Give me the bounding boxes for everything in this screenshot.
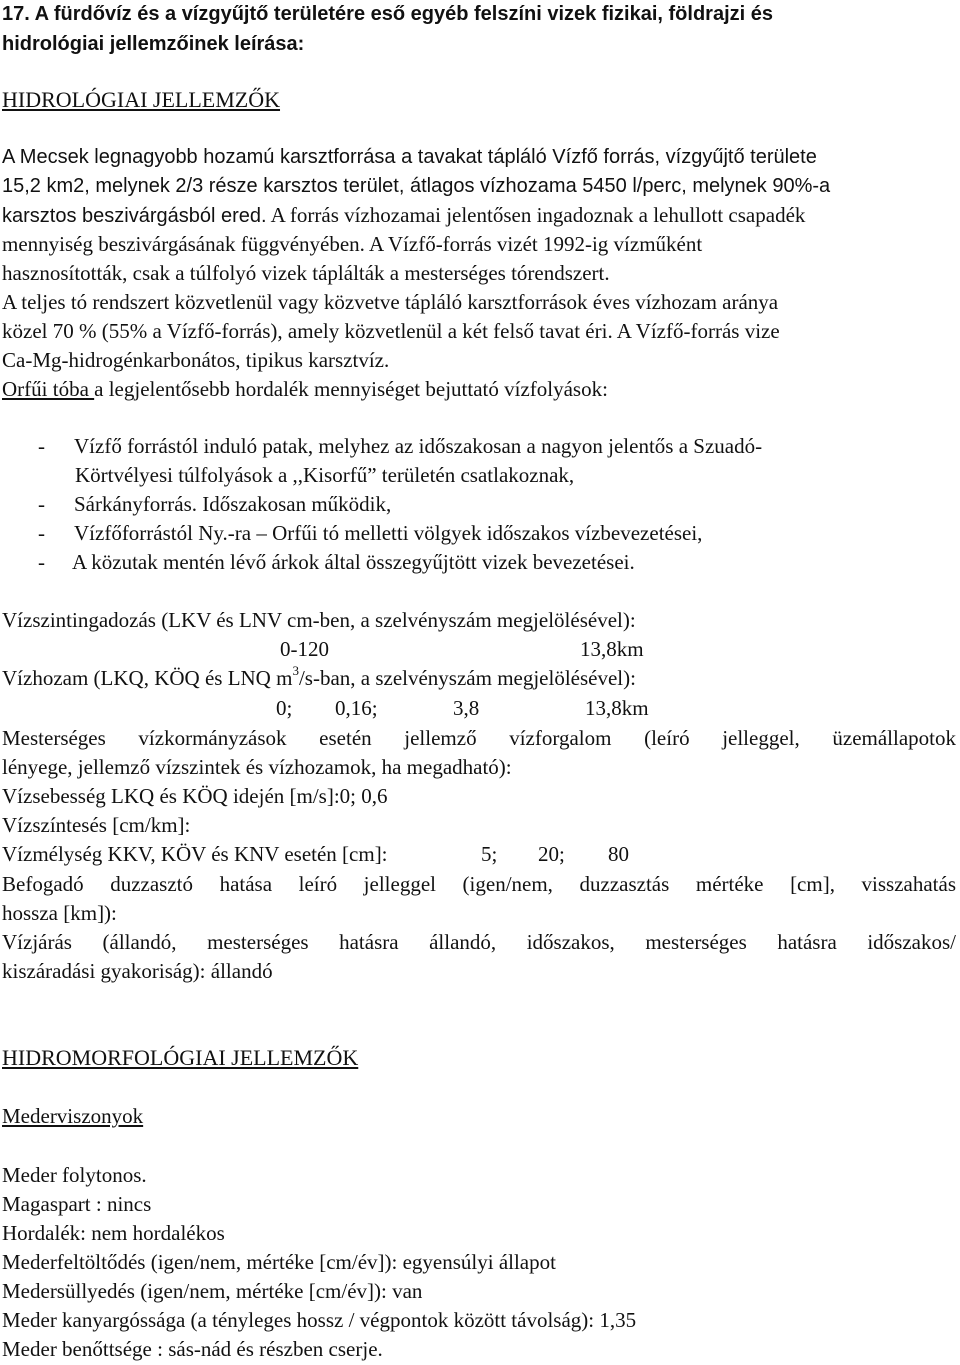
intro-line-6: A teljes tó rendszert közvetlenül vagy közvetve tápláló karsztforrások éves vízhozam aránya	[2, 290, 779, 314]
depth-value-2: 20;	[538, 842, 565, 866]
bullet-item-3-text: Vízfőforrástól Ny.-ra – Orfűi tó melletti völgyek időszakos vízbevezetései,	[74, 521, 703, 545]
flow-value-3: 3,8	[453, 696, 480, 720]
bullet-item-4-text: A közutak mentén lévő árkok által összegyűjtött vizek bevezetései.	[72, 550, 635, 574]
depth-value-3: 80	[608, 842, 629, 866]
water-level-label: Vízszintingadozás (LKV és LNV cm-ben, a szelvényszám megjelölésével):	[2, 608, 636, 632]
bullet-item-2-text: Sárkányforrás. Időszakosan működik,	[74, 492, 392, 516]
intro-line-8: Ca-Mg-hidrogénkarbonátos, tipikus karsztvíz.	[2, 348, 390, 372]
bed-item-high-bank: Magaspart : nincs	[2, 1192, 152, 1216]
depth-label: Vízmélység KKV, KÖV és KNV esetén [cm]:	[2, 842, 388, 866]
bed-item-continuity: Meder folytonos.	[2, 1163, 147, 1187]
section-heading-line-1: 17. A fürdővíz és a vízgyűjtő területére eső egyéb felszíni vizek fizikai, földrajzi és	[2, 3, 773, 25]
regime-line-1: Vízjárás (állandó, mesterséges hatásra állandó, időszakos, mesterséges hatásra időszakos/	[2, 930, 956, 954]
flow-label-post: /s-ban, a szelvényszám megjelölésével):	[298, 666, 636, 690]
depth-value-1: 5;	[481, 842, 498, 866]
bullet-item-4	[38, 548, 635, 576]
intro-line-2: 15,2 km2, melynek 2/3 része karsztos terület, átlagos vízhozama 5450 l/perc, melynek 90%-a	[2, 175, 831, 197]
water-level-km: 13,8km	[580, 637, 644, 661]
velocity-line: Vízsebesség LKQ és KÖQ idején [m/s]:0; 0,6	[2, 784, 388, 808]
bullet-item-1	[38, 432, 762, 460]
orfu-lake-underlined: Orfűi tóba	[2, 377, 95, 401]
intro-line-1: A Mecsek legnagyobb hozamú karsztforrása a tavakat tápláló Vízfő forrás, vízgyűjtő területe	[2, 146, 817, 168]
morphology-section-title: HIDROMORFOLÓGIAI JELLEMZŐK	[2, 1045, 359, 1070]
intro-line-3	[2, 201, 805, 229]
hydrology-section-title: HIDROLÓGIAI JELLEMZŐK	[2, 87, 281, 112]
flow-label	[2, 664, 636, 692]
bullet-item-1-continuation: Körtvélyesi túlfolyások a ,,Kisorfű” területén csatlakoznak,	[75, 463, 575, 487]
bed-item-filling: Mederfeltöltődés (igen/nem, mértéke [cm/év]): egyensúlyi állapot	[2, 1250, 556, 1274]
bed-subtitle: Mederviszonyok	[2, 1104, 144, 1128]
bed-item-subsidence: Medersüllyedés (igen/nem, mértéke [cm/év]): van	[2, 1279, 423, 1303]
bullet-item-2	[38, 490, 391, 518]
slope-line: Vízszíntesés [cm/km]:	[2, 813, 191, 837]
bullet-dash: -	[38, 521, 45, 545]
artificial-line-2: lényege, jellemző vízszintek és vízhozamok, ha megadható):	[2, 755, 512, 779]
flow-value-2: 0,16;	[335, 696, 378, 720]
water-level-range: 0-120	[280, 637, 329, 661]
artificial-line-1: Mesterséges vízkormányzások esetén jellemző vízforgalom (leíró jelleggel, üzemállapotok	[2, 726, 956, 750]
bullet-dash: -	[38, 550, 45, 574]
bullet-dash: -	[38, 434, 45, 458]
intro-line-4-part-a: mennyiség beszivárgásának függvényében.	[2, 232, 365, 256]
flow-km: 13,8km	[585, 696, 649, 720]
dam-line-2: hossza [km]):	[2, 901, 117, 925]
flow-value-1: 0;	[276, 696, 293, 720]
intro-line-4-part-b: A Vízfő-forrás vizét 1992-ig vízműként	[369, 232, 703, 256]
orfu-intro-line	[2, 375, 608, 403]
orfu-intro-rest: a legjelentősebb hordalék mennyiséget bejuttató vízfolyások:	[94, 377, 608, 401]
intro-line-7: közel 70 % (55% a Vízfő-forrás), amely közvetlenül a két felső tavat éri. A Vízfő-forrás vize	[2, 319, 780, 343]
intro-line-3-part-a: karsztos beszivárgásból ered.	[2, 205, 267, 227]
bullet-item-3	[38, 519, 702, 547]
bed-item-sediment: Hordalék: nem hordalékos	[2, 1221, 225, 1245]
bed-item-vegetation: Meder benőttsége : sás-nád és részben cserje.	[2, 1337, 383, 1361]
bullet-dash: -	[38, 492, 45, 516]
section-heading-line-2: hidrológiai jellemzőinek leírása:	[2, 33, 305, 55]
intro-line-5: hasznosították, csak a túlfolyó vizek táplálták a mesterséges tórendszert.	[2, 261, 610, 285]
intro-line-3-part-b: A forrás vízhozamai jelentősen ingadoznak a lehullott csapadék	[270, 203, 806, 227]
bed-item-sinuosity: Meder kanyargóssága (a tényleges hossz / végpontok között távolság): 1,35	[2, 1308, 637, 1332]
intro-line-4	[2, 230, 702, 258]
regime-line-2: kiszáradási gyakoriság): állandó	[2, 959, 273, 983]
bullet-item-1-text: Vízfő forrástól induló patak, melyhez az időszakosan a nagyon jelentős a Szuadó-	[74, 434, 763, 458]
flow-label-sup: 3	[292, 663, 299, 678]
dam-line-1: Befogadó duzzasztó hatása leíró jelleggel (igen/nem, duzzasztás mértéke [cm], visszahatás	[2, 872, 956, 896]
flow-label-pre: Vízhozam (LKQ, KÖQ és LNQ m	[2, 666, 293, 690]
